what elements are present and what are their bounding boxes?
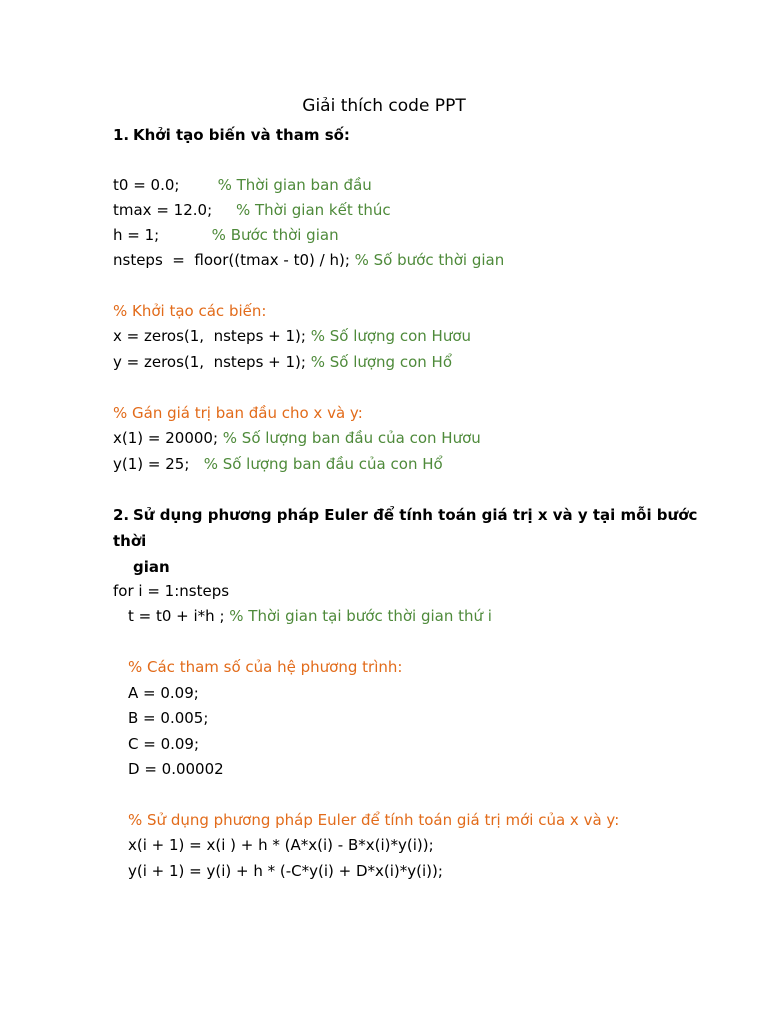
code-text: y(1) = 25; <box>113 455 204 473</box>
code-line-nsteps <box>113 249 504 271</box>
code-comment: % Số lượng con Hươu <box>310 327 472 345</box>
comment-params: % Các tham số của hệ phương trình: <box>128 658 403 676</box>
section-1-heading <box>113 122 713 148</box>
code-line-t0 <box>113 174 372 196</box>
code-comment: % Số lượng ban đầu của con Hổ <box>203 455 443 473</box>
code-line-x-zeros <box>113 325 471 347</box>
document-title: Giải thích code PPT <box>302 96 466 116</box>
code-comment: % Thời gian tại bước thời gian thứ i <box>229 607 492 625</box>
code-comment: % Số bước thời gian <box>354 251 505 269</box>
code-text: h = 1; <box>113 226 212 244</box>
section-2-text-line2: gian <box>133 558 170 576</box>
code-comment: % Thời gian kết thúc <box>235 201 391 219</box>
section-1-text: Khởi tạo biến và tham số: <box>133 126 350 144</box>
code-text: y = zeros(1, nsteps + 1); <box>113 353 311 371</box>
code-line-x-update: x(i + 1) = x(i ) + h * (A*x(i) - B*x(i)*y(i)); <box>128 836 434 854</box>
comment-euler: % Sử dụng phương pháp Euler để tính toán giá trị mới của x và y: <box>128 811 620 829</box>
section-2-number: 2. <box>113 506 130 524</box>
code-line-y-update: y(i + 1) = y(i) + h * (-C*y(i) + D*x(i)*y(i)); <box>128 862 443 880</box>
code-text: x = zeros(1, nsteps + 1); <box>113 327 311 345</box>
code-comment: % Bước thời gian <box>211 226 339 244</box>
code-line-t <box>128 605 492 627</box>
section-2-heading <box>113 502 713 580</box>
code-line-B: B = 0.005; <box>128 709 209 727</box>
code-line-D: D = 0.00002 <box>128 760 224 778</box>
code-line-y1 <box>113 453 443 475</box>
code-text: nsteps = floor((tmax - t0) / h); <box>113 251 355 269</box>
code-text: t = t0 + i*h ; <box>128 607 230 625</box>
code-text: tmax = 12.0; <box>113 201 236 219</box>
code-line-for: for i = 1:nsteps <box>113 582 230 600</box>
code-line-A: A = 0.09; <box>128 684 199 702</box>
code-comment: % Số lượng con Hổ <box>310 353 452 371</box>
code-text: x(1) = 20000; <box>113 429 223 447</box>
code-line-h <box>113 224 339 246</box>
code-comment: % Thời gian ban đầu <box>217 176 372 194</box>
code-text: t0 = 0.0; <box>113 176 218 194</box>
code-line-tmax <box>113 199 391 221</box>
code-line-C: C = 0.09; <box>128 735 200 753</box>
code-comment: % Số lượng ban đầu của con Hươu <box>222 429 481 447</box>
comment-init-variables: % Khởi tạo các biến: <box>113 302 267 320</box>
code-line-y-zeros <box>113 351 452 373</box>
section-2-text-line1: Sử dụng phương pháp Euler để tính toán giá trị x và y tại mỗi bước thời <box>113 506 698 550</box>
comment-initial-values: % Gán giá trị ban đầu cho x và y: <box>113 404 363 422</box>
section-1-number: 1. <box>113 126 130 144</box>
code-line-x1 <box>113 427 481 449</box>
